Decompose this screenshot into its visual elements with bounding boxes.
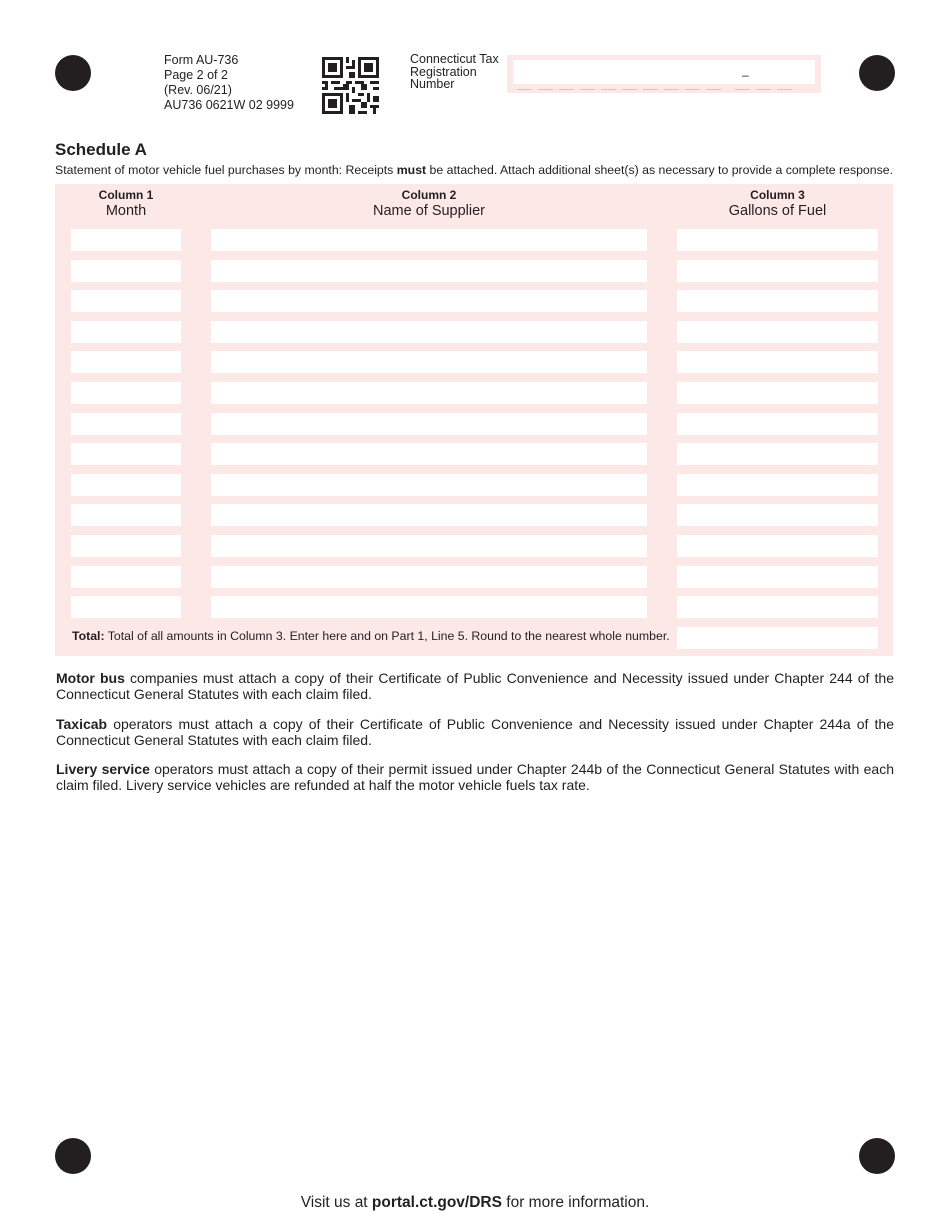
- motor-bus-note: Motor bus companies must attach a copy of their Certificate of Public Convenience and Necessity issued under Chapter 244 of the Connecticut General Statutes with each claim filed.: [56, 670, 894, 702]
- gallons-field[interactable]: [677, 566, 878, 588]
- supplier-name-field[interactable]: [211, 321, 647, 343]
- column-3-header: Column 3 Gallons of Fuel: [728, 188, 827, 219]
- table-row: [0, 229, 950, 251]
- table-row: [0, 413, 950, 435]
- supplier-name-field[interactable]: [211, 351, 647, 373]
- supplier-name-field[interactable]: [211, 443, 647, 465]
- month-field[interactable]: [71, 535, 181, 557]
- registration-mark-icon: [859, 1138, 895, 1174]
- registration-number-box: [507, 55, 821, 93]
- gallons-field[interactable]: [677, 229, 878, 251]
- month-field[interactable]: [71, 382, 181, 404]
- website-link[interactable]: portal.ct.gov/DRS: [371, 1194, 502, 1211]
- registration-mark-icon: [859, 55, 895, 91]
- table-row: [0, 504, 950, 526]
- gallons-field[interactable]: [677, 321, 878, 343]
- revision-date: (Rev. 06/21): [164, 83, 232, 97]
- form-code: AU736 0621W 02 9999: [164, 98, 294, 112]
- month-field[interactable]: [71, 443, 181, 465]
- supplier-name-field[interactable]: [211, 566, 647, 588]
- table-row: [0, 596, 950, 618]
- table-row: [0, 474, 950, 496]
- registration-number-digit-guides: [517, 88, 811, 91]
- month-field[interactable]: [71, 504, 181, 526]
- gallons-field[interactable]: [677, 596, 878, 618]
- gallons-field[interactable]: [677, 535, 878, 557]
- footer: Visit us at portal.ct.gov/DRS for more information.: [300, 1194, 650, 1211]
- supplier-name-field[interactable]: [211, 290, 647, 312]
- month-field[interactable]: [71, 260, 181, 282]
- month-field[interactable]: [71, 351, 181, 373]
- gallons-field[interactable]: [677, 474, 878, 496]
- table-row: [0, 351, 950, 373]
- table-row: [0, 382, 950, 404]
- column-1-header: Column 1 Month: [98, 188, 154, 219]
- total-gallons-field[interactable]: [677, 627, 878, 649]
- month-field[interactable]: [71, 566, 181, 588]
- registration-number-label: Connecticut Tax Registration Number: [410, 52, 499, 91]
- schedule-statement: Statement of motor vehicle fuel purchases by month: Receipts must be attached. Attach additional sheet(s) as necessary to provide a complete response.: [55, 163, 894, 177]
- registration-mark-icon: [55, 55, 91, 91]
- table-row: [0, 443, 950, 465]
- gallons-field[interactable]: [677, 413, 878, 435]
- month-field[interactable]: [71, 474, 181, 496]
- supplier-name-field[interactable]: [211, 596, 647, 618]
- month-field[interactable]: [71, 596, 181, 618]
- table-row: [0, 260, 950, 282]
- supplier-name-field[interactable]: [211, 504, 647, 526]
- gallons-field[interactable]: [677, 290, 878, 312]
- supplier-name-field[interactable]: [211, 535, 647, 557]
- form-identification: [164, 53, 294, 113]
- table-row: [0, 535, 950, 557]
- form-number: Form AU-736: [164, 53, 239, 67]
- registration-number-field[interactable]: [513, 60, 815, 84]
- livery-service-note: Livery service operators must attach a copy of their permit issued under Chapter 244b of the Connecticut General Statutes with each claim filed. Livery service vehicles are refunded at half the motor vehicle fuels tax rate.: [56, 761, 894, 793]
- month-field[interactable]: [71, 321, 181, 343]
- month-field[interactable]: [71, 229, 181, 251]
- supplier-name-field[interactable]: [211, 260, 647, 282]
- column-2-header: Column 2 Name of Supplier: [372, 188, 486, 219]
- gallons-field[interactable]: [677, 382, 878, 404]
- supplier-name-field[interactable]: [211, 229, 647, 251]
- month-field[interactable]: [71, 290, 181, 312]
- registration-number-separator: –: [742, 68, 749, 82]
- table-row: [0, 321, 950, 343]
- gallons-field[interactable]: [677, 504, 878, 526]
- gallons-field[interactable]: [677, 260, 878, 282]
- schedule-title: Schedule A: [55, 140, 147, 159]
- total-label: Total: Total of all amounts in Column 3. Enter here and on Part 1, Line 5. Round to the nearest whole number.: [72, 629, 670, 643]
- registration-mark-icon: [55, 1138, 91, 1174]
- table-row: [0, 566, 950, 588]
- supplier-name-field[interactable]: [211, 382, 647, 404]
- supplier-name-field[interactable]: [211, 413, 647, 435]
- table-row: [0, 290, 950, 312]
- gallons-field[interactable]: [677, 443, 878, 465]
- gallons-field[interactable]: [677, 351, 878, 373]
- qr-code-icon: [322, 57, 379, 114]
- month-field[interactable]: [71, 413, 181, 435]
- page-number: Page 2 of 2: [164, 68, 228, 82]
- taxicab-note: Taxicab operators must attach a copy of their Certificate of Public Convenience and Necessity issued under Chapter 244a of the Connecticut General Statutes with each claim filed.: [56, 716, 894, 748]
- supplier-name-field[interactable]: [211, 474, 647, 496]
